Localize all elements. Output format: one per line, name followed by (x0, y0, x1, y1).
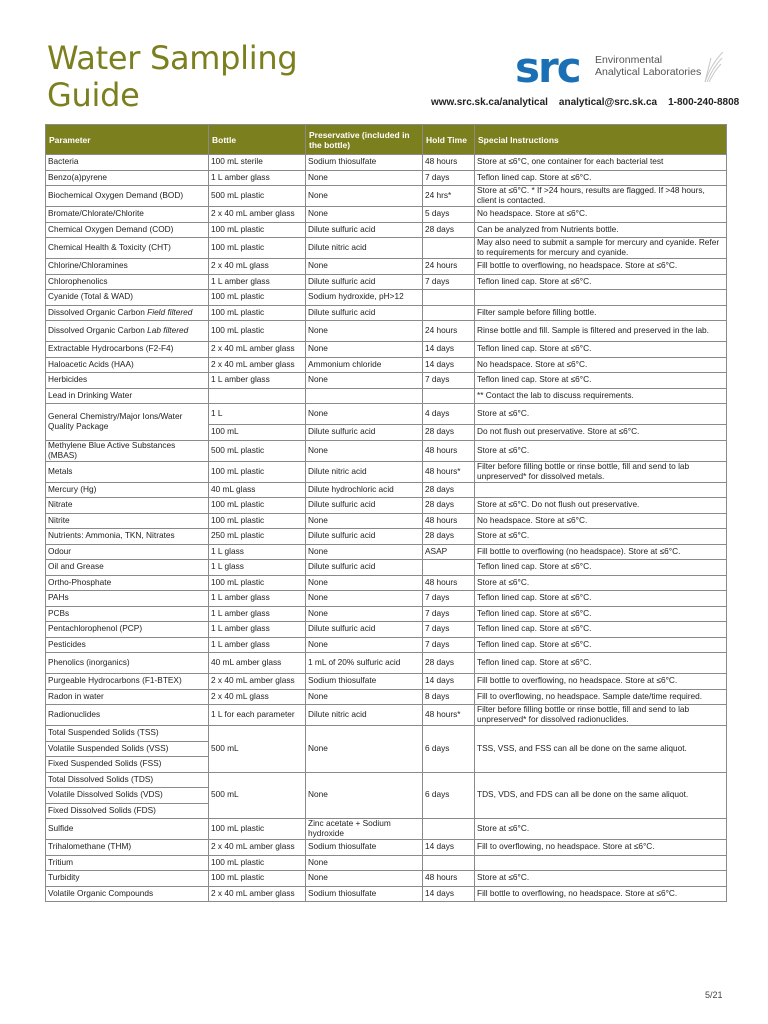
table-row (46, 259, 727, 275)
parameter-cell: PCBs (46, 606, 209, 622)
preservative-cell: None (306, 606, 423, 622)
website-link[interactable]: www.src.sk.ca/analytical (431, 97, 548, 108)
hold-time-cell: 48 hours (423, 575, 475, 591)
table-row (46, 342, 727, 358)
instructions-cell: Teflon lined cap. Store at ≤6°C. (475, 622, 727, 638)
bottle-cell: 1 L amber glass (209, 622, 306, 638)
bottle-cell: 1 L amber glass (209, 170, 306, 186)
bottle-cell: 500 mL plastic (209, 440, 306, 461)
hold-time-cell (423, 388, 475, 404)
bottle-cell: 100 mL sterile (209, 155, 306, 171)
table-row (46, 705, 727, 726)
hold-time-cell: 24 hrs* (423, 186, 475, 207)
instructions-cell: Store at ≤6°C. (475, 529, 727, 545)
bottle-cell: 1 L for each parameter (209, 705, 306, 726)
bottle-cell: 1 L amber glass (209, 637, 306, 653)
instructions-cell: Fill to overflowing, no headspace. Store at ≤6°C. (475, 840, 727, 856)
parameter-cell: Methylene Blue Active Substances (MBAS) (46, 440, 209, 461)
bottle-cell: 2 x 40 mL glass (209, 689, 306, 705)
hold-time-cell: 48 hours (423, 871, 475, 887)
parameter-cell: Herbicides (46, 373, 209, 389)
parameter-cell: Benzo(a)pyrene (46, 170, 209, 186)
table-row (46, 290, 727, 306)
instructions-cell: Teflon lined cap. Store at ≤6°C. (475, 170, 727, 186)
preservative-cell: None (306, 207, 423, 223)
header-hold-time: Hold Time (423, 125, 475, 155)
src-logo-wordmark: src (515, 48, 580, 88)
leaf-icon (705, 52, 723, 82)
preservative-cell: None (306, 513, 423, 529)
hold-time-cell: 7 days (423, 637, 475, 653)
header-parameter: Parameter (46, 125, 209, 155)
hold-time-cell: 48 hours (423, 440, 475, 461)
instructions-cell: Store at ≤6°C. (475, 404, 727, 425)
preservative-cell: Dilute sulfuric acid (306, 622, 423, 638)
parameter-cell: Metals (46, 461, 209, 482)
hold-time-cell: 48 hours* (423, 705, 475, 726)
preservative-cell: None (306, 259, 423, 275)
table-row (46, 840, 727, 856)
preservative-cell: Dilute sulfuric acid (306, 274, 423, 290)
hold-time-cell (423, 290, 475, 306)
preservative-cell: None (306, 689, 423, 705)
bottle-cell: 1 L amber glass (209, 274, 306, 290)
preservative-cell: None (306, 404, 423, 425)
table-row (46, 637, 727, 653)
table-row (46, 207, 727, 223)
bottle-cell: 1 L glass (209, 560, 306, 576)
preservative-cell: Dilute nitric acid (306, 461, 423, 482)
bottle-cell: 2 x 40 mL amber glass (209, 207, 306, 223)
parameter-cell: Biochemical Oxygen Demand (BOD) (46, 186, 209, 207)
instructions-cell: Store at ≤6°C. (475, 819, 727, 840)
bottle-cell: 500 mL (209, 772, 306, 819)
preservative-cell: Dilute sulfuric acid (306, 222, 423, 238)
parameter-cell: Extractable Hydrocarbons (F2-F4) (46, 342, 209, 358)
preservative-cell (306, 388, 423, 404)
hold-time-cell: 7 days (423, 274, 475, 290)
table-row (46, 855, 727, 871)
preservative-cell: None (306, 591, 423, 607)
instructions-cell: Store at ≤6°C. (475, 440, 727, 461)
table-row (46, 155, 727, 171)
parameter-cell: Radon in water (46, 689, 209, 705)
instructions-cell: Filter before filling bottle or rinse bottle, fill and send to lab unpreserved* for dissolved radionuclides. (475, 705, 727, 726)
preservative-cell: Dilute sulfuric acid (306, 560, 423, 576)
table-row (46, 186, 727, 207)
preservative-cell: Dilute sulfuric acid (306, 529, 423, 545)
parameter-cell: Volatile Suspended Solids (VSS) (46, 741, 209, 757)
parameter-cell: Dissolved Organic Carbon Lab filtered (46, 321, 209, 342)
hold-time-cell: 7 days (423, 591, 475, 607)
page-number: 5/21 (705, 990, 723, 1000)
table-header-row (46, 125, 727, 155)
instructions-cell: Can be analyzed from Nutrients bottle. (475, 222, 727, 238)
parameter-cell: Pesticides (46, 637, 209, 653)
bottle-cell: 500 mL plastic (209, 186, 306, 207)
parameter-cell: Bacteria (46, 155, 209, 171)
parameter-cell: Sulfide (46, 819, 209, 840)
table-row (46, 357, 727, 373)
preservative-cell: Dilute sulfuric acid (306, 305, 423, 321)
hold-time-cell: 24 hours (423, 259, 475, 275)
parameter-cell: Cyanide (Total & WAD) (46, 290, 209, 306)
hold-time-cell: 6 days (423, 772, 475, 819)
bottle-cell: 100 mL plastic (209, 513, 306, 529)
preservative-cell: None (306, 186, 423, 207)
bottle-cell: 100 mL plastic (209, 575, 306, 591)
bottle-cell: 100 mL plastic (209, 222, 306, 238)
table-row (46, 238, 727, 259)
instructions-cell: Rinse bottle and fill. Sample is filtered and preserved in the lab. (475, 321, 727, 342)
parameter-cell: Nitrite (46, 513, 209, 529)
hold-time-cell: 28 days (423, 653, 475, 674)
table-row (46, 274, 727, 290)
preservative-cell: None (306, 544, 423, 560)
preservative-cell: None (306, 637, 423, 653)
hold-time-cell: 4 days (423, 404, 475, 425)
hold-time-cell: 24 hours (423, 321, 475, 342)
parameter-cell: PAHs (46, 591, 209, 607)
hold-time-cell: 28 days (423, 222, 475, 238)
bottle-cell: 2 x 40 mL amber glass (209, 674, 306, 690)
table-row (46, 591, 727, 607)
bottle-cell: 1 L amber glass (209, 606, 306, 622)
bottle-cell (209, 388, 306, 404)
parameter-cell: Chlorine/Chloramines (46, 259, 209, 275)
parameter-cell: Phenolics (inorganics) (46, 653, 209, 674)
parameter-cell: Volatile Organic Compounds (46, 886, 209, 902)
table-row (46, 674, 727, 690)
hold-time-cell: 14 days (423, 674, 475, 690)
table-row (46, 560, 727, 576)
bottle-cell: 500 mL (209, 726, 306, 773)
parameter-cell: Turbidity (46, 871, 209, 887)
preservative-cell: None (306, 373, 423, 389)
bottle-cell: 40 mL glass (209, 482, 306, 498)
instructions-cell (475, 290, 727, 306)
parameter-cell: Fixed Dissolved Solids (FDS) (46, 803, 209, 819)
parameter-cell: Total Suspended Solids (TSS) (46, 726, 209, 742)
hold-time-cell: 5 days (423, 207, 475, 223)
header-bottle: Bottle (209, 125, 306, 155)
table-row (46, 689, 727, 705)
instructions-cell: No headspace. Store at ≤6°C. (475, 513, 727, 529)
preservative-cell: None (306, 440, 423, 461)
preservative-cell: None (306, 342, 423, 358)
preservative-cell: None (306, 855, 423, 871)
instructions-cell: Filter before filling bottle or rinse bottle, fill and send to lab unpreserved* for dissolved metals. (475, 461, 727, 482)
parameter-cell: Fixed Suspended Solids (FSS) (46, 757, 209, 773)
parameter-cell: Trihalomethane (THM) (46, 840, 209, 856)
instructions-cell: May also need to submit a sample for mercury and cyanide. Refer to requirements for mercury and cyanide. (475, 238, 727, 259)
instructions-cell: ** Contact the lab to discuss requirements. (475, 388, 727, 404)
page-title: Water Sampling Guide (47, 39, 298, 114)
bottle-cell: 100 mL plastic (209, 871, 306, 887)
instructions-cell: Teflon lined cap. Store at ≤6°C. (475, 560, 727, 576)
hold-time-cell: 14 days (423, 886, 475, 902)
parameter-cell: Mercury (Hg) (46, 482, 209, 498)
bottle-cell: 2 x 40 mL amber glass (209, 886, 306, 902)
brand-subtitle: Environmental Analytical Laboratories (595, 54, 702, 78)
instructions-cell: Teflon lined cap. Store at ≤6°C. (475, 606, 727, 622)
hold-time-cell: 28 days (423, 425, 475, 441)
parameter-cell: General Chemistry/Major Ions/Water Quality Package (46, 404, 209, 441)
hold-time-cell: 28 days (423, 498, 475, 514)
parameter-cell: Radionuclides (46, 705, 209, 726)
table-row (46, 819, 727, 840)
header-special-instructions: Special Instructions (475, 125, 727, 155)
preservative-cell: None (306, 772, 423, 819)
table-body (46, 155, 727, 902)
table-row (46, 498, 727, 514)
instructions-cell: TSS, VSS, and FSS can all be done on the same aliquot. (475, 726, 727, 773)
parameter-cell: Total Dissolved Solids (TDS) (46, 772, 209, 788)
preservative-cell: None (306, 170, 423, 186)
bottle-cell: 100 mL plastic (209, 461, 306, 482)
parameter-cell: Haloacetic Acids (HAA) (46, 357, 209, 373)
instructions-cell (475, 855, 727, 871)
hold-time-cell: ASAP (423, 544, 475, 560)
bottle-cell: 1 L amber glass (209, 591, 306, 607)
phone-number: 1-800-240-8808 (668, 97, 740, 108)
preservative-cell: Sodium thiosulfate (306, 674, 423, 690)
hold-time-cell: 7 days (423, 373, 475, 389)
bottle-cell: 2 x 40 mL amber glass (209, 840, 306, 856)
parameter-cell: Nitrate (46, 498, 209, 514)
preservative-cell: Dilute hydrochloric acid (306, 482, 423, 498)
preservative-cell: Sodium thiosulfate (306, 840, 423, 856)
bottle-cell: 100 mL plastic (209, 855, 306, 871)
bottle-cell: 2 x 40 mL amber glass (209, 357, 306, 373)
table-row (46, 886, 727, 902)
hold-time-cell (423, 238, 475, 259)
table-row (46, 871, 727, 887)
parameter-cell: Ortho-Phosphate (46, 575, 209, 591)
hold-time-cell: 6 days (423, 726, 475, 773)
instructions-cell: Do not flush out preservative. Store at ≤6°C. (475, 425, 727, 441)
table-row (46, 606, 727, 622)
table-row (46, 388, 727, 404)
bottle-cell: 100 mL (209, 425, 306, 441)
instructions-cell: TDS, VDS, and FDS can all be done on the same aliquot. (475, 772, 727, 819)
instructions-cell (475, 482, 727, 498)
table-row (46, 373, 727, 389)
table-row (46, 461, 727, 482)
hold-time-cell: 14 days (423, 840, 475, 856)
table-row (46, 544, 727, 560)
parameter-cell: Lead in Drinking Water (46, 388, 209, 404)
bottle-cell: 100 mL plastic (209, 305, 306, 321)
bottle-cell: 2 x 40 mL glass (209, 259, 306, 275)
hold-time-cell: 14 days (423, 342, 475, 358)
table-row (46, 772, 727, 788)
instructions-cell: Fill bottle to overflowing, no headspace. Store at ≤6°C. (475, 886, 727, 902)
instructions-cell: Teflon lined cap. Store at ≤6°C. (475, 653, 727, 674)
table-row (46, 170, 727, 186)
instructions-cell: Fill to overflowing, no headspace. Sample date/time required. (475, 689, 727, 705)
table-row (46, 529, 727, 545)
table-row (46, 404, 727, 425)
hold-time-cell: 28 days (423, 529, 475, 545)
instructions-cell: Fill bottle to overflowing (no headspace). Store at ≤6°C. (475, 544, 727, 560)
instructions-cell: Store at ≤6°C, one container for each bacterial test (475, 155, 727, 171)
preservative-cell: None (306, 321, 423, 342)
instructions-cell: Fill bottle to overflowing, no headspace. Store at ≤6°C. (475, 674, 727, 690)
preservative-cell: Sodium thiosulfate (306, 155, 423, 171)
instructions-cell: Teflon lined cap. Store at ≤6°C. (475, 637, 727, 653)
hold-time-cell: 7 days (423, 606, 475, 622)
hold-time-cell (423, 855, 475, 871)
parameter-cell: Nutrients: Ammonia, TKN, Nitrates (46, 529, 209, 545)
parameter-cell: Odour (46, 544, 209, 560)
instructions-cell: Store at ≤6°C. (475, 575, 727, 591)
hold-time-cell: 7 days (423, 622, 475, 638)
table-row (46, 305, 727, 321)
hold-time-cell: 48 hours (423, 155, 475, 171)
preservative-cell: None (306, 575, 423, 591)
hold-time-cell: 7 days (423, 170, 475, 186)
parameter-cell: Purgeable Hydrocarbons (F1-BTEX) (46, 674, 209, 690)
bottle-cell: 100 mL plastic (209, 290, 306, 306)
parameter-cell: Dissolved Organic Carbon Field filtered (46, 305, 209, 321)
table-row (46, 321, 727, 342)
hold-time-cell (423, 305, 475, 321)
hold-time-cell: 28 days (423, 482, 475, 498)
bottle-cell: 100 mL plastic (209, 498, 306, 514)
parameter-cell: Chemical Oxygen Demand (COD) (46, 222, 209, 238)
bottle-cell: 40 mL amber glass (209, 653, 306, 674)
table-row (46, 575, 727, 591)
instructions-cell: Store at ≤6°C. * If >24 hours, results are flagged. If >48 hours, client is contacted. (475, 186, 727, 207)
table-row (46, 726, 727, 742)
preservative-cell: Zinc acetate + Sodium hydroxide (306, 819, 423, 840)
bottle-cell: 1 L glass (209, 544, 306, 560)
bottle-cell: 1 L amber glass (209, 373, 306, 389)
parameter-cell: Oil and Grease (46, 560, 209, 576)
bottle-cell: 100 mL plastic (209, 238, 306, 259)
parameter-cell: Chemical Health & Toxicity (CHT) (46, 238, 209, 259)
parameter-cell: Tritium (46, 855, 209, 871)
parameter-cell: Volatile Dissolved Solids (VDS) (46, 788, 209, 804)
instructions-cell: Fill bottle to overflowing, no headspace. Store at ≤6°C. (475, 259, 727, 275)
instructions-cell: Teflon lined cap. Store at ≤6°C. (475, 373, 727, 389)
preservative-cell: Dilute sulfuric acid (306, 425, 423, 441)
bottle-cell: 100 mL plastic (209, 819, 306, 840)
preservative-cell: None (306, 871, 423, 887)
hold-time-cell: 48 hours* (423, 461, 475, 482)
preservative-cell: Sodium thiosulfate (306, 886, 423, 902)
preservative-cell: Dilute nitric acid (306, 705, 423, 726)
instructions-cell: Teflon lined cap. Store at ≤6°C. (475, 274, 727, 290)
bottle-cell: 2 x 40 mL amber glass (209, 342, 306, 358)
bottle-cell: 100 mL plastic (209, 321, 306, 342)
header-preservative: Preservative (included in the bottle) (306, 125, 423, 155)
email-link[interactable]: analytical@src.sk.ca (558, 97, 658, 108)
instructions-cell: Filter sample before filling bottle. (475, 305, 727, 321)
instructions-cell: No headspace. Store at ≤6°C. (475, 207, 727, 223)
table-row (46, 222, 727, 238)
parameter-cell: Bromate/Chlorate/Chlorite (46, 207, 209, 223)
instructions-cell: Teflon lined cap. Store at ≤6°C. (475, 342, 727, 358)
parameter-cell: Chlorophenolics (46, 274, 209, 290)
preservative-cell: None (306, 726, 423, 773)
hold-time-cell: 14 days (423, 357, 475, 373)
bottle-cell: 250 mL plastic (209, 529, 306, 545)
table-row (46, 482, 727, 498)
hold-time-cell: 48 hours (423, 513, 475, 529)
instructions-cell: Teflon lined cap. Store at ≤6°C. (475, 591, 727, 607)
hold-time-cell (423, 819, 475, 840)
preservative-cell: Sodium hydroxide, pH>12 (306, 290, 423, 306)
preservative-cell: Ammonium chloride (306, 357, 423, 373)
instructions-cell: Store at ≤6°C. (475, 871, 727, 887)
hold-time-cell (423, 560, 475, 576)
table-row (46, 653, 727, 674)
table-row (46, 440, 727, 461)
instructions-cell: No headspace. Store at ≤6°C. (475, 357, 727, 373)
preservative-cell: 1 mL of 20% sulfuric acid (306, 653, 423, 674)
bottle-cell: 1 L (209, 404, 306, 425)
hold-time-cell: 8 days (423, 689, 475, 705)
contact-bar (431, 97, 739, 108)
parameter-cell: Pentachlorophenol (PCP) (46, 622, 209, 638)
instructions-cell: Store at ≤6°C. Do not flush out preservative. (475, 498, 727, 514)
table-row (46, 513, 727, 529)
preservative-cell: Dilute sulfuric acid (306, 498, 423, 514)
table-row (46, 622, 727, 638)
sampling-table (45, 124, 727, 902)
preservative-cell: Dilute nitric acid (306, 238, 423, 259)
